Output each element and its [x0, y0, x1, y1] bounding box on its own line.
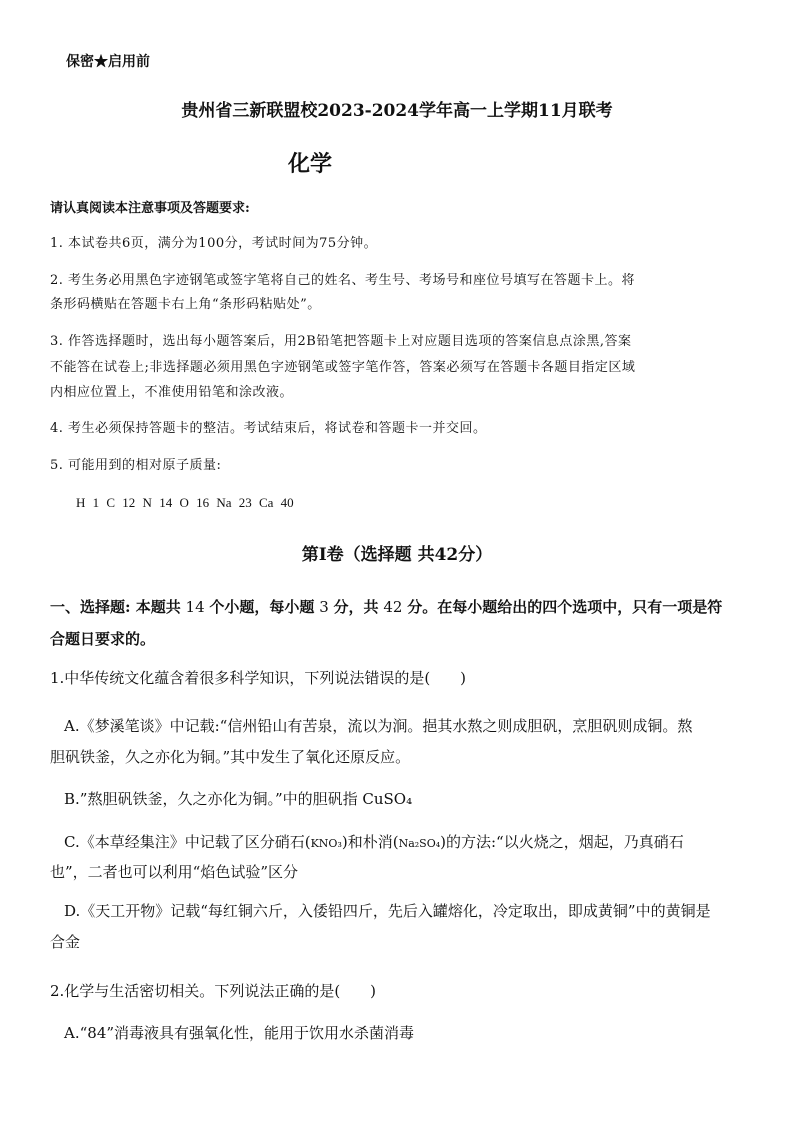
- notice-item-3-line-3: 内相应位置上，不准使用铅笔和涂改液。: [50, 385, 294, 400]
- notice-item-2-line-2: 条形码横贴在答题卡右上角“条形码粘贴处”。: [50, 297, 321, 312]
- notice-item-5: 5. 可能用到的相对原子质量:: [50, 458, 222, 473]
- option-c-part-c: )的方法:“以火烧之，烟起，乃真硝石: [440, 833, 684, 851]
- question-2-stem: 2.化学与生活密切相关。下列说法正确的是( ): [50, 982, 377, 1000]
- option-c-part-b: )和朴消(: [341, 833, 399, 851]
- question-1-option-d-line-1: D.《天工开物》记载“每红铜六斤，入倭铅四斤，先后入罐熔化，冷定取出，即成黄铜”中的黄铜是: [64, 902, 711, 920]
- exam-title: 贵州省三新联盟校2023-2024学年高一上学期11月联考: [181, 101, 613, 121]
- notice-item-2-line-1: 2. 考生务必用黑色字迹钢笔或签字笔将自己的姓名、考生号、考场号和座位号填写在答题卡上。将: [50, 273, 636, 288]
- subject-title: 化学: [288, 151, 333, 177]
- intro-part-b: 14: [185, 598, 205, 616]
- intro-part-a: 一、选择题: 本题共: [50, 598, 181, 616]
- section-intro-line-2: 合题日要求的。: [50, 630, 156, 648]
- intro-part-f: 42: [383, 598, 403, 616]
- intro-part-e: 分，共: [333, 598, 379, 616]
- question-1-option-d-line-2: 合金: [50, 933, 81, 951]
- na2so4-formula: Na₂SO₄: [398, 837, 441, 850]
- notice-item-3-line-1: 3. 作答选择题时，选出每小题答案后，用2B铅笔把答题卡上对应题目选项的答案信息点涂黑,答案: [50, 334, 632, 349]
- notice-item-3-line-2: 不能答在试卷上;非选择题必须用黑色字迹钢笔或签字笔作答，答案必须写在答题卡各题目指定区域: [50, 360, 636, 375]
- question-1-option-b: B.”熬胆矾铁釜，久之亦化为铜。”中的胆矾指 CuSO₄: [64, 790, 413, 808]
- question-1-option-c-line-2: 也”，二者也可以利用“焰色试验”区分: [50, 863, 299, 881]
- atomic-masses: H 1 C 12 N 14 O 16 Na 23 Ca 40: [76, 495, 294, 510]
- notice-item-1: 1. 本试卷共6页，满分为100分，考试时间为75分钟。: [50, 236, 378, 251]
- intro-part-d: 3: [319, 598, 329, 616]
- question-2-option-a: A.“84”消毒液具有强氧化性，能用于饮用水杀菌消毒: [64, 1024, 415, 1042]
- intro-part-g: 分。在每小题给出的四个选项中，只有一项是符: [407, 598, 723, 616]
- kno3-formula: KNO₃: [310, 837, 342, 850]
- option-c-part-a: C.《本草经集注》中记载了区分硝石(: [64, 833, 311, 851]
- notice-heading: 请认真阅读本注意事项及答题要求:: [50, 201, 250, 216]
- question-1-option-c-line-1: [64, 831, 684, 852]
- question-1-option-a-line-1: A.《梦溪笔谈》中记载:“信州铅山有苦泉，流以为涧。挹其水熬之则成胆矾，烹胆矾则成铜。熬: [64, 717, 693, 735]
- question-1-stem: 1.中华传统文化蕴含着很多科学知识，下列说法错误的是( ): [50, 669, 467, 687]
- question-1-option-a-line-2: 胆矾铁釜，久之亦化为铜。”其中发生了氧化还原反应。: [50, 748, 411, 766]
- notice-item-4: 4. 考生必须保持答题卡的整洁。考试结束后，将试卷和答题卡一并交回。: [50, 421, 487, 436]
- confidential-label: 保密★启用前: [66, 54, 150, 70]
- section-intro-line-1: [50, 596, 722, 617]
- intro-part-c: 个小题，每小题: [209, 598, 315, 616]
- section-title: 第I卷（选择题 共42分）: [301, 545, 493, 565]
